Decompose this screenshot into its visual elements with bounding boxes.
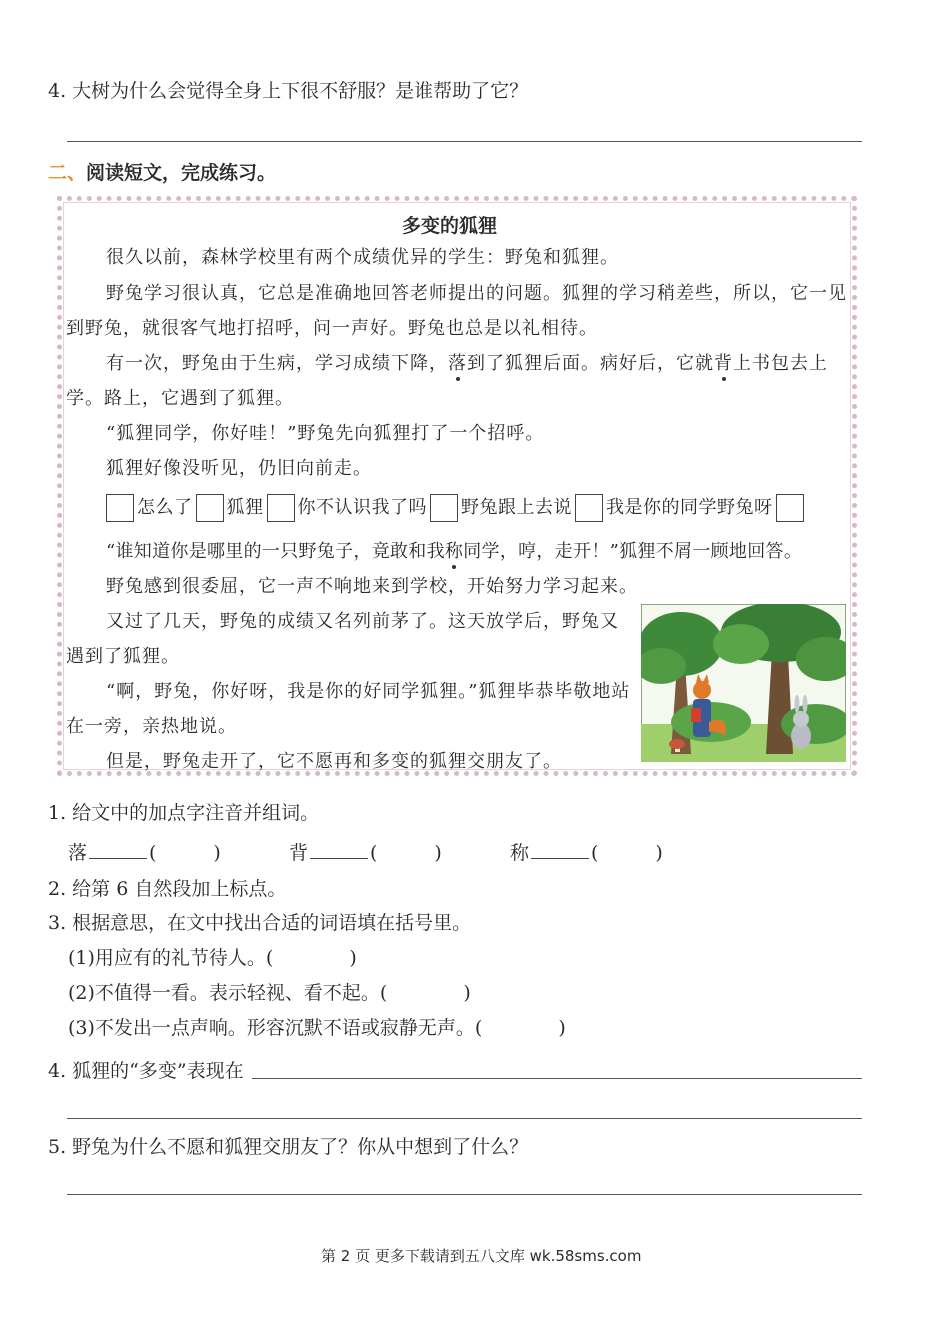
question-3: 3. 根据意思，在文中找出合适的词语填在括号里。	[48, 912, 472, 934]
dotted-char-bei: 背	[714, 353, 733, 374]
story-line: 又过了几天，野兔的成绩又名列前茅了。这天放学后，野兔又	[106, 611, 619, 632]
question-1: 1. 给文中的加点字注音并组词。	[48, 802, 320, 824]
story-line-dotted	[106, 351, 828, 377]
text-segment: 有一次，野兔由于生病，学习成绩下降，	[106, 353, 448, 374]
pinyin-blank[interactable]	[310, 840, 368, 859]
punctuation-exercise	[103, 494, 807, 522]
punct-box[interactable]	[267, 494, 295, 522]
pinyin-blank[interactable]	[89, 840, 147, 859]
story-line: 到野兔，就很客气地打招呼，问一声好。野兔也总是以礼相待。	[66, 318, 598, 339]
section-number: 二、	[48, 162, 87, 184]
q1-paren[interactable]: ( )	[591, 842, 663, 864]
answer-line[interactable]	[67, 1118, 862, 1119]
dotted-char-cheng: 称	[444, 541, 464, 562]
text-segment: “谁知道你是哪里的一只野兔子，竟敢和我	[106, 541, 445, 562]
punct-segment: 怎么了	[137, 497, 193, 518]
answer-line	[67, 141, 862, 142]
punct-segment: 狐狸	[226, 497, 264, 518]
q1-char: 称	[510, 842, 530, 864]
page-footer: 第 2 页 更多下载请到五八文库 wk.58sms.com	[321, 1247, 642, 1265]
answer-line[interactable]	[67, 1194, 862, 1195]
story-title: 多变的狐狸	[402, 215, 498, 237]
story-line: 野兔学习很认真，它总是准确地回答老师提出的问题。狐狸的学习稍差些，所以，它一见	[106, 283, 847, 304]
q1-char: 落	[68, 842, 88, 864]
text-segment: 到了狐狸后面。病好后，它就	[467, 353, 714, 374]
question-4: 4. 狐狸的“多变”表现在	[48, 1060, 244, 1082]
story-line: 在一旁，亲热地说。	[66, 716, 237, 737]
forest-illustration	[641, 604, 846, 762]
section-title: 阅读短文，完成练习。	[86, 162, 277, 184]
punct-segment: 野兔跟上去说	[461, 497, 572, 518]
punct-box[interactable]	[196, 494, 224, 522]
punct-box[interactable]	[430, 494, 458, 522]
punct-box[interactable]	[575, 494, 603, 522]
q1-char: 背	[289, 842, 309, 864]
story-line: 野兔感到很委屈，它一声不响地来到学校，开始努力学习起来。	[106, 576, 638, 597]
q1-paren[interactable]: ( )	[149, 842, 221, 864]
q3-item: (1)用应有的礼节待人。( )	[68, 947, 357, 969]
question-5: 5. 野兔为什么不愿和狐狸交朋友了？你从中想到了什么？	[48, 1136, 529, 1158]
punct-box[interactable]	[106, 494, 134, 522]
story-line: 狐狸好像没听见，仍旧向前走。	[106, 458, 372, 479]
story-line-dotted	[106, 539, 802, 565]
punct-box[interactable]	[776, 494, 804, 522]
story-line: 很久以前，森林学校里有两个成绩优异的学生：野兔和狐狸。	[106, 247, 619, 268]
question-4-previous: 4. 大树为什么会觉得全身上下很不舒服？是谁帮助了它？	[48, 80, 529, 102]
q1-item	[68, 840, 221, 866]
pinyin-blank[interactable]	[531, 840, 589, 859]
q1-item	[510, 840, 663, 866]
q3-item: (2)不值得一看。表示轻视、看不起。( )	[68, 982, 471, 1004]
story-line: “啊，野兔，你好呀，我是你的好同学狐狸。”狐狸毕恭毕敬地站	[106, 681, 631, 702]
punct-segment: 我是你的同学野兔呀	[606, 497, 773, 518]
story-line: 但是，野兔走开了，它不愿再和多变的狐狸交朋友了。	[106, 751, 562, 772]
q1-item	[289, 840, 442, 866]
story-line: “狐狸同学，你好哇！”野兔先向狐狸打了一个招呼。	[106, 423, 545, 444]
punct-segment: 你不认识我了吗	[297, 497, 427, 518]
dotted-char-luo: 落	[448, 353, 467, 374]
story-line: 遇到了狐狸。	[66, 646, 180, 667]
story-line: 学。路上，它遇到了狐狸。	[66, 388, 294, 409]
answer-line[interactable]	[252, 1078, 862, 1079]
q1-paren[interactable]: ( )	[370, 842, 442, 864]
q3-item: (3)不发出一点声响。形容沉默不语或寂静无声。( )	[68, 1017, 566, 1039]
section-heading	[48, 158, 276, 185]
text-segment: 上书包去上	[733, 353, 828, 374]
text-segment: 同学，哼，走开！”狐狸不屑一顾地回答。	[463, 541, 803, 562]
question-2: 2. 给第 6 自然段加上标点。	[48, 878, 287, 900]
